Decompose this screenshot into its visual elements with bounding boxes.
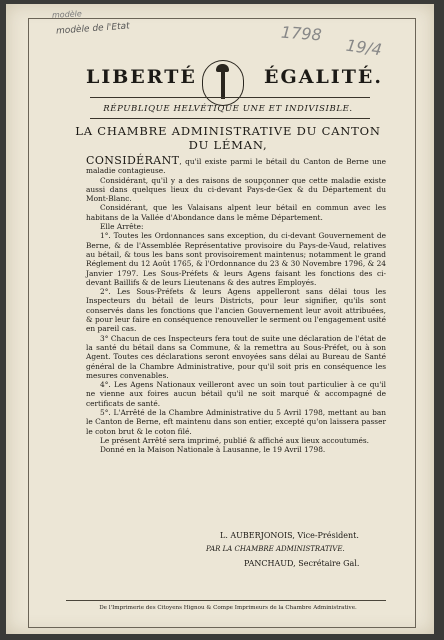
secretary-signature: PANCHAUD, Secrétaire Gal. — [244, 559, 360, 568]
title-line-2: DU LÉMAN, — [188, 138, 268, 152]
chamber-signature: PAR LA CHAMBRE ADMINISTRATIVE. — [206, 545, 345, 553]
divider — [90, 118, 370, 119]
paragraph-4: Elle Arrête: — [100, 222, 144, 232]
ink-annotation-small: modèle — [51, 9, 83, 20]
divider — [90, 97, 370, 98]
article-5: 5°. L'Arrêté de la Chambre Administrative du 5 Avril 1798, mettant au ban le Canton de Berne, eft maintenu dans son entier, excepté qu'on laissera passer le coton brut & le coton filé. — [86, 408, 386, 436]
footer-divider — [66, 600, 386, 601]
paragraph-2: Considérant, qu'il y a des raisons de soupçonner que cette maladie existe aussi dans quelques lieux du ci-devant Pays-de-Gex & du Département du Mont-Blanc. — [86, 175, 386, 204]
publication-note: Le présent Arrêté sera imprimé, publié & affiché aux lieux accoutumés. — [100, 435, 369, 445]
article-3: 3° Chacun de ces Inspecteurs fera tout de suite une déclaration de l'état de la santé du bétail dans sa Commune, & la remettra au Sous-Préfet, ou à son Agent. Toutes ces déclarations seront envoyées sans délai au Bureau de Santé général de la Chambre Administrative, pour qu'il soit pris en conséquence les mesures convenables. — [86, 333, 386, 380]
ink-annotation: modèle de l'Etat — [55, 21, 131, 37]
decree-body — [86, 156, 386, 455]
paragraph-1: , qu'il existe parmi le bétail du Canton de Berne une maladie contagieuse. — [86, 157, 386, 176]
given-at-line: Donné en la Maison Nationale à Lausanne, le 19 Avril 1798. — [100, 445, 326, 455]
pencil-year-annotation: 1798 — [280, 22, 323, 45]
document-sheet — [6, 4, 434, 634]
paragraph-3: Considérant, que les Valaisans alpent leur bétail en commun avec les habitans de la Vallée d'Abondance dans le même Département. — [86, 203, 386, 222]
president-signature: L. AUBERJONOIS, Vice-Président. — [220, 531, 359, 540]
fasces-seal-icon — [202, 60, 244, 106]
article-4: 4°. Les Agens Nationaux veilleront avec un soin tout particulier à ce qu'il ne vienne aux foires aucun bétail qu'il ne soit marqué & accompagné de certificats de santé. — [86, 380, 386, 408]
republic-line: RÉPUBLIQUE HELVÉTIQUE UNE ET INDIVISIBLE. — [103, 104, 353, 114]
dropcap-word: CONSIDÉRANT — [86, 154, 180, 167]
title-line-1: LA CHAMBRE ADMINISTRATIVE DU CANTON — [75, 124, 381, 138]
article-2: 2°. Les Sous-Préfets & leurs Agens appelleront sans délai tous les Inspecteurs du bétail de leurs Districts, pour leur signifier, qu'ils sont conservés dans les fonctions que l'ancien Gouvernement leur avoit attribuées, & pour leur faire en conséquence renouveller le serment ou l'engagement usité en pareil cas. — [86, 287, 386, 334]
article-1: 1°. Toutes les Ordonnances sans exception, du ci-devant Gouvernement de Berne, & de l'Assemblée Représentative provisoire du Pays-de-Vaud, relatives au bétail, & tous les bans sont provisoirement maintenus; notamment le grand Réglement du 12 Août 1765, & l'Ordonnance du 23 & 30 Novembre 1796, & 24 Janvier 1797. Les Sous-Préfets & leurs Agens faisant les fonctions des ci-devant Baillifs & de leurs Lieutenans & des autres Employés. — [86, 231, 386, 287]
egalite-heading: ÉGALITÉ. — [264, 66, 383, 88]
printer-footer: De l'Imprimerie des Citoyens Hignou & Compe Imprimeurs de la Chambre Administrative. — [99, 605, 357, 611]
liberte-heading: LIBERTÉ — [86, 66, 197, 88]
pencil-ref-annotation: 19/4 — [344, 35, 384, 60]
